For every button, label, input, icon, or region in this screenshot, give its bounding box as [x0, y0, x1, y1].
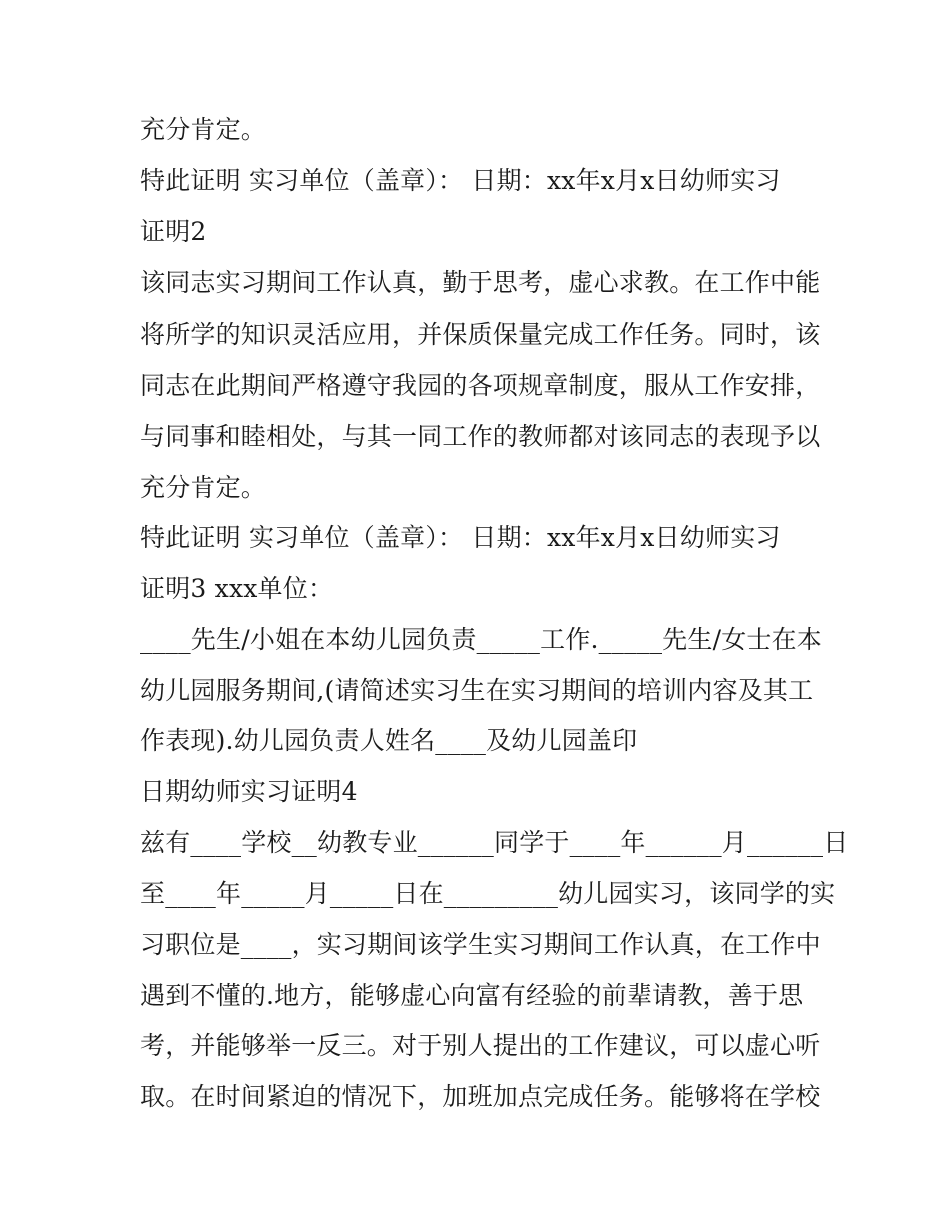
text-line: 遇到不懂的.地方，能够虚心向富有经验的前辈请教，善于思: [140, 981, 804, 1010]
text-line: 证明3 xxx单位：: [140, 574, 334, 603]
text-line: 取。在时间紧迫的情况下，加班加点完成任务。能够将在学校: [140, 1082, 821, 1111]
text-line: 至____年_____月_____日在_________幼儿园实习，该同学的实: [140, 879, 836, 908]
text-line: 同志在此期间严格遵守我园的各项规章制度，服从工作安排，: [140, 371, 821, 400]
text-line: 证明2: [140, 217, 207, 246]
text-line: 幼儿园服务期间,(请简述实习生在实习期间的培训内容及其工: [140, 676, 814, 705]
text-line: 与同事和睦相处，与其一同工作的教师都对该同志的表现予以: [140, 422, 821, 451]
text-line: 特此证明 实习单位（盖章）： 日期：xx年x月x日幼师实习: [140, 166, 781, 195]
text-line: 特此证明 实习单位（盖章）： 日期：xx年x月x日幼师实习: [140, 523, 781, 552]
text-line: 将所学的知识灵活应用，并保质保量完成工作任务。同时，该: [140, 320, 821, 349]
text-line: 日期幼师实习证明4: [140, 777, 358, 806]
text-line: 充分肯定。: [140, 473, 267, 502]
text-line: 考，并能够举一反三。对于别人提出的工作建议，可以虚心听: [140, 1031, 821, 1060]
text-line: 该同志实习期间工作认真，勤于思考，虚心求教。在工作中能: [140, 268, 821, 297]
text-line: 兹有____学校__幼教专业______同学于____年______月______日: [140, 828, 849, 857]
text-line: 作表现).幼儿园负责人姓名____及幼儿园盖印: [140, 726, 638, 755]
text-line: 习职位是____，实习期间该学生实习期间工作认真，在工作中: [140, 930, 821, 959]
text-line: 充分肯定。: [140, 115, 267, 144]
text-line: ____先生/小姐在本幼儿园负责_____工作._____先生/女士在本: [140, 625, 822, 654]
